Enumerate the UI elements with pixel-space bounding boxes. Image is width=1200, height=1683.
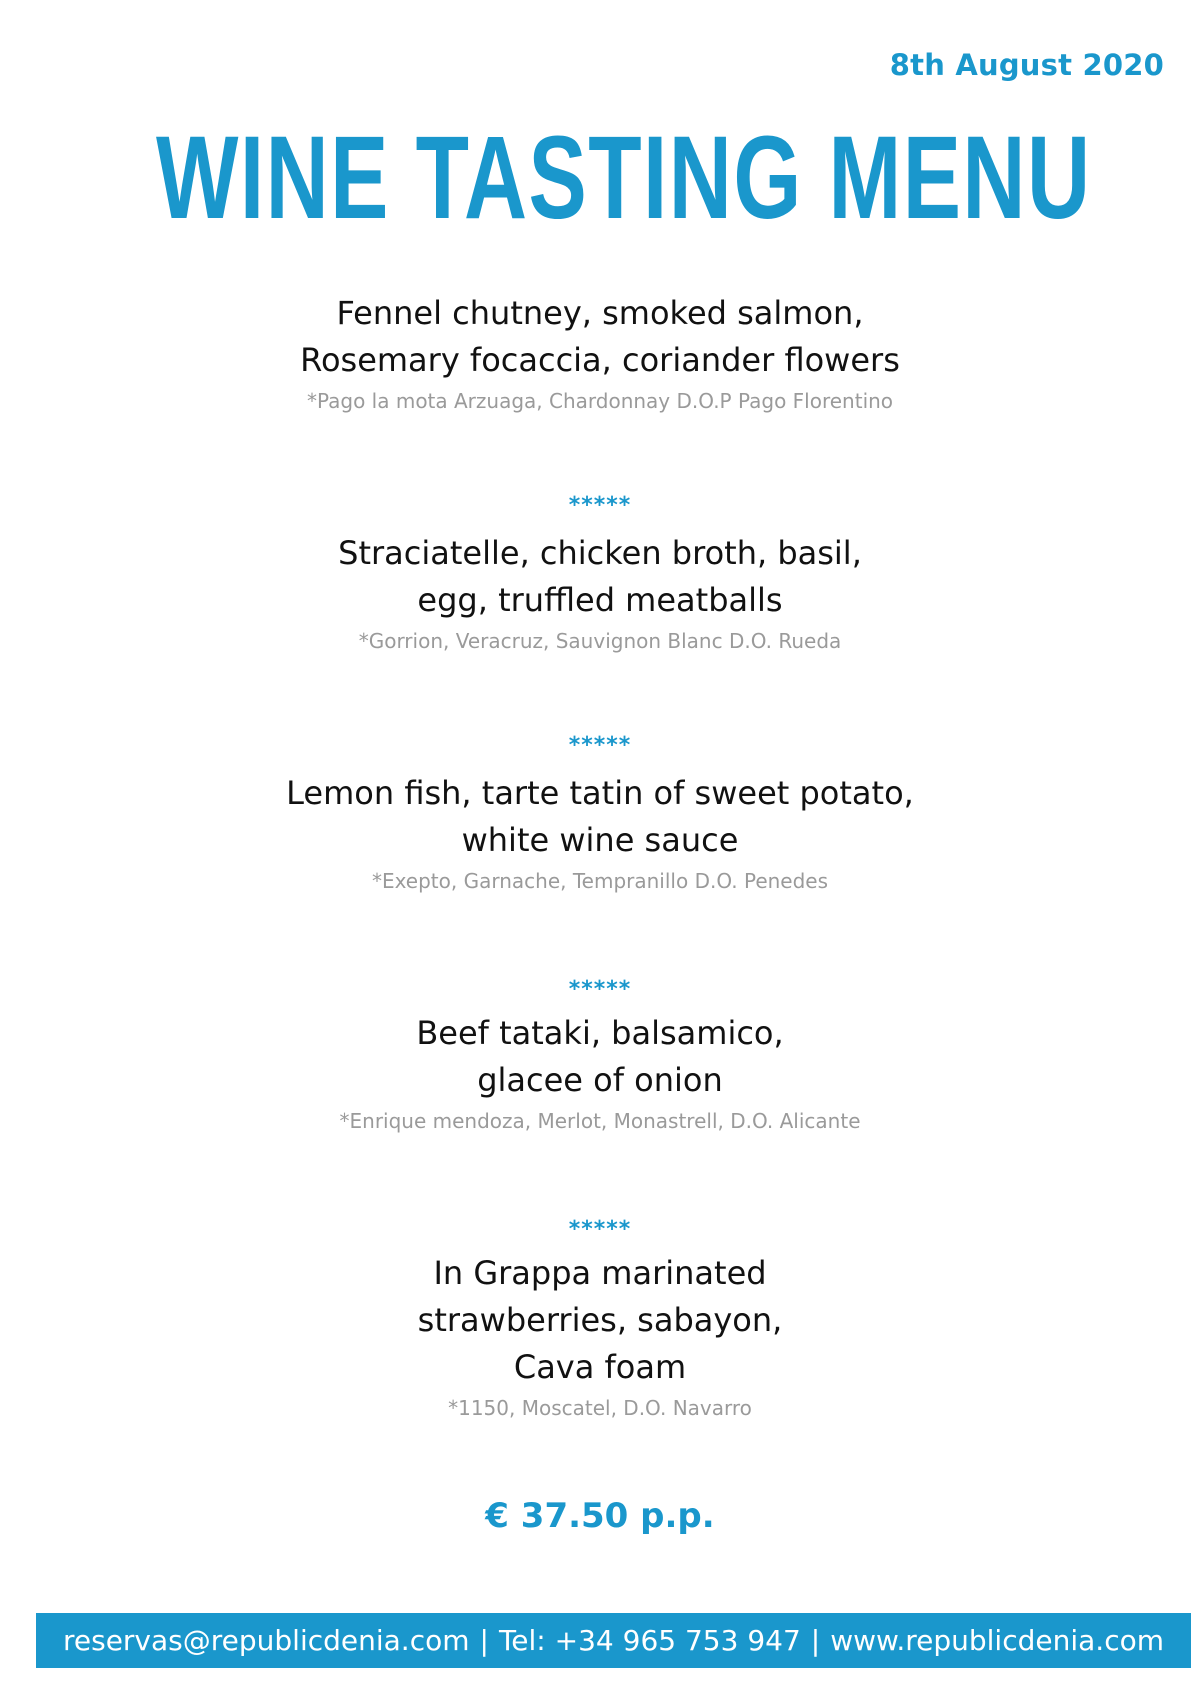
course-separator: ***** bbox=[568, 977, 632, 1002]
menu-price: € 37.50 p.p. bbox=[485, 1496, 715, 1536]
footer-email[interactable]: reservas@republicdenia.com bbox=[62, 1624, 470, 1657]
wine-pairing: *Exepto, Garnache, Tempranillo D.O. Penedes bbox=[371, 869, 829, 893]
dish-line: white wine sauce bbox=[461, 821, 739, 859]
course-4 bbox=[0, 1010, 1200, 1136]
course-separator: ***** bbox=[568, 493, 632, 518]
course-2 bbox=[0, 530, 1200, 656]
dish-line: Fennel chutney, smoked salmon, bbox=[336, 294, 864, 332]
menu-title: WINE TASTING MENU bbox=[156, 112, 1092, 244]
dish-line: egg, truffled meatballs bbox=[417, 581, 783, 619]
dish-line: Cava foam bbox=[513, 1348, 687, 1386]
dish-line: strawberries, sabayon, bbox=[417, 1301, 783, 1339]
footer-divider: | bbox=[479, 1624, 489, 1657]
footer-phone[interactable]: Tel: +34 965 753 947 bbox=[498, 1624, 801, 1657]
footer-divider: | bbox=[810, 1624, 821, 1657]
dish-line: Rosemary focaccia, coriander flowers bbox=[300, 341, 900, 379]
course-5 bbox=[0, 1250, 1200, 1423]
footer-website[interactable]: www.republicdenia.com bbox=[830, 1624, 1164, 1657]
wine-pairing: *Enrique mendoza, Merlot, Monastrell, D.O. Alicante bbox=[339, 1109, 861, 1133]
contact-footer bbox=[36, 1613, 1191, 1668]
dish-line: In Grappa marinated bbox=[433, 1254, 767, 1292]
course-3 bbox=[0, 770, 1200, 896]
course-1 bbox=[0, 290, 1200, 416]
dish-line: Straciatelle, chicken broth, basil, bbox=[338, 534, 862, 572]
dish-line: Lemon fish, tarte tatin of sweet potato, bbox=[286, 774, 914, 812]
dish-line: glacee of onion bbox=[477, 1061, 723, 1099]
menu-date: 8th August 2020 bbox=[889, 48, 1164, 82]
wine-pairing: *1150, Moscatel, D.O. Navarro bbox=[448, 1396, 752, 1420]
wine-pairing: *Gorrion, Veracruz, Sauvignon Blanc D.O. Rueda bbox=[358, 629, 842, 653]
wine-pairing: *Pago la mota Arzuaga, Chardonnay D.O.P Pago Florentino bbox=[306, 389, 894, 413]
course-separator: ***** bbox=[568, 1217, 632, 1242]
dish-line: Beef tataki, balsamico, bbox=[416, 1014, 784, 1052]
course-separator: ***** bbox=[568, 733, 632, 758]
